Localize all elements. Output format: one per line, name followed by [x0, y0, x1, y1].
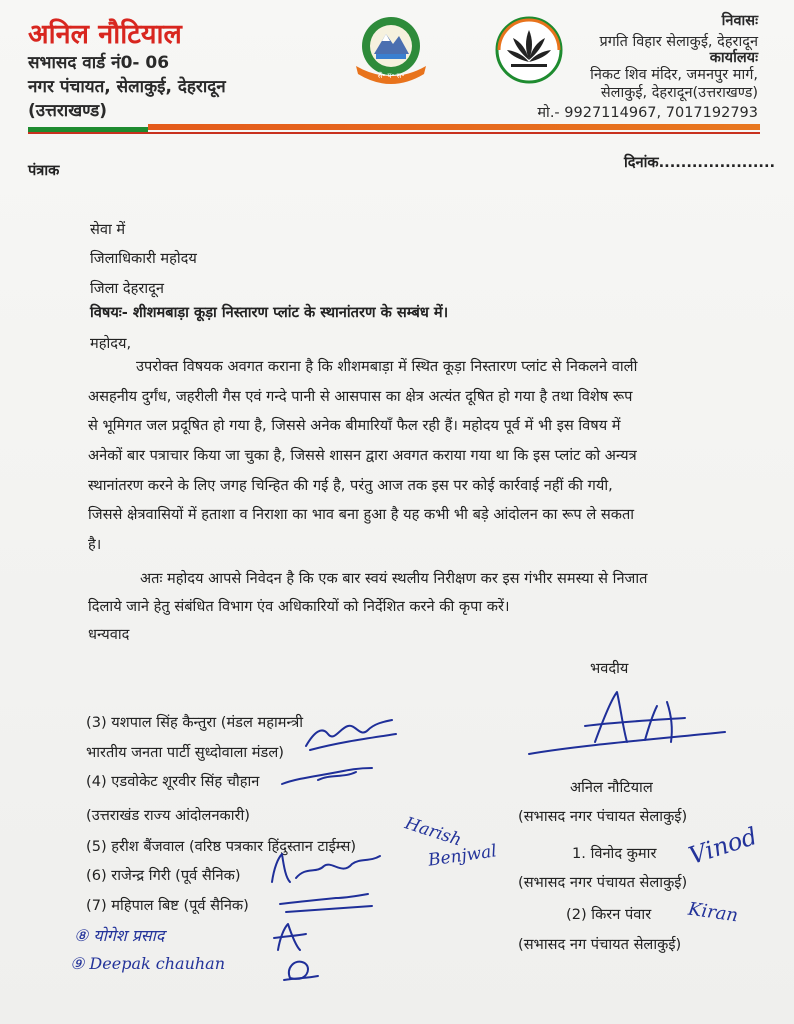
signature-deepak	[280, 954, 320, 984]
cosigner-vinod-role: (सभासद नगर पंचायत सेलाकुई)	[518, 874, 688, 891]
residence-label: निवासः	[721, 13, 758, 29]
cosigner-8-handwritten: ⑧ योगेश प्रसाद	[74, 926, 165, 945]
emblem-text: सैं॰ प॰ स॰	[377, 72, 405, 80]
para1-line: स्थानांतरण करने के लिए जगह चिन्हित की गई है, परंतु आज तक इस पर कोई कार्रवाई नहीं की गयी,	[88, 477, 613, 494]
signature-mahipal	[276, 890, 376, 916]
para1-line: अनेकों बार पत्राचार किया जा चुका है, जिससे शासन द्वारा अवगत कराया गया था कि इस प्लांट को अन्यत्र	[88, 447, 637, 464]
cosigner-6: (6) राजेन्द्र गिरी (पूर्व सैनिक)	[86, 867, 241, 884]
cosigner-5: (5) हरीश बैंजवाल (वरिष्ठ पत्रकार हिंदुस्तान टाईम्स)	[86, 838, 357, 855]
para1-line: असहनीय दुर्गंध, जहरीली गैस एवं गन्दे पानी से आसपास का क्षेत्र अत्यंत दूषित हो गया है तथा विशेष रूप	[88, 388, 633, 405]
para1-line: जिससे क्षेत्रवासियों में हताशा व निराशा का भाव बना हुआ है यह कभी भी बड़े आंदोलन का रूप ले सकता	[88, 506, 635, 523]
signatory-role: (सभासद नगर पंचायत सेलाकुई)	[518, 808, 688, 825]
signatory-name: अनिल नौटियाल	[570, 779, 653, 796]
cosigner-4-line-1: (4) एडवोकेट शूरवीर सिंह चौहान	[86, 773, 260, 790]
signature-yashpal	[300, 712, 400, 754]
cosigner-4-line-2: (उत्तराखंड राज्य आंदोलनकारी)	[86, 807, 250, 824]
office-label: कार्यालयः	[709, 50, 758, 66]
municipal-emblem-logo	[346, 14, 436, 88]
signature-anil	[525, 680, 745, 760]
office-address-2: सेलाकुई, देहरादून(उत्तराखण्ड)	[600, 85, 758, 101]
cosigner-9-handwritten: ⑨ Deepak chauhan	[70, 954, 226, 973]
letterhead-place: नगर पंचायत, सेलाकुई, देहरादून	[28, 77, 226, 97]
thanks: धन्यवाद	[88, 626, 130, 643]
signature-rajendra	[266, 848, 386, 888]
letterhead-designation: सभासद वार्ड नं0- 06	[28, 53, 170, 73]
address-line-2: जिलाधिकारी महोदय	[90, 250, 197, 267]
subject-line: विषयः- शीशमबाड़ा कूड़ा निस्तारण प्लांट के स्थानांतरण के सम्बंध में।	[90, 304, 449, 321]
lotus-logo	[495, 16, 563, 84]
para1-line: से भूमिगत जल प्रदूषित हो गया है, जिससे अनेक बीमारियाँ फैल रही हैं। महोदय पूर्व में भी इस विषय में	[88, 417, 621, 434]
handwritten-benjwal: Benjwal	[426, 841, 498, 871]
office-address-1: निकट शिव मंदिर, जमनपुर मार्ग,	[590, 67, 758, 83]
cosigner-7: (7) महिपाल बिष्ट (पूर्व सैनिक)	[86, 897, 249, 914]
cosigner-3-line-1: (3) यशपाल सिंह कैन्तुरा (मंडल महामन्त्री	[86, 714, 304, 731]
letterhead-state: (उत्तराखण्ड)	[28, 101, 108, 121]
cosigner-kiran-name: (2) किरन पंवार	[566, 906, 652, 923]
address-line-1: सेवा में	[90, 221, 126, 238]
header-divider-orange	[148, 124, 760, 130]
reference-label: पंत्राक	[28, 162, 60, 179]
letterhead-name: अनिल नौटियाल	[28, 19, 182, 50]
para1-line: उपरोक्त विषयक अवगत कराना है कि शीशमबाड़ा में स्थित कूड़ा निस्तारण प्लांट से निकलने वाली	[136, 358, 638, 375]
address-line-3: जिला देहरादून	[90, 280, 165, 297]
para1-line: है।	[88, 536, 102, 553]
header-divider-line	[28, 132, 760, 134]
salutation: महोदय,	[90, 335, 132, 352]
cosigner-kiran-role: (सभासद नग पंचायत सेलाकुई)	[518, 936, 682, 953]
signature-kiran: Kiran	[686, 898, 740, 927]
handwritten-harish: Harish	[402, 813, 464, 851]
para2-line: अतः महोदय आपसे निवेदन है कि एक बार स्वयं स्थलीय निरीक्षण कर इस गंभीर समस्या से निजात	[140, 570, 648, 587]
cosigner-3-line-2: भारतीय जनता पार्टी सुध्दोवाला मंडल)	[86, 744, 284, 761]
mobile-numbers: मो.- 9927114967, 7017192793	[537, 105, 758, 121]
para2-line: दिलाये जाने हेतु संबंधित विभाग एंव अधिकारियों को निर्देशित करने की कृपा करें।	[88, 598, 510, 615]
residence-address: प्रगति विहार सेलाकुई, देहरादून	[599, 34, 758, 50]
signature-yogesh	[270, 920, 310, 956]
date-label: दिनांक.....................	[624, 154, 776, 171]
closing-bhavdiya: भवदीय	[590, 660, 629, 677]
signature-shurveer	[278, 762, 378, 790]
signature-vinod: Vinod	[685, 821, 761, 871]
cosigner-vinod-name: 1. विनोद कुमार	[572, 845, 657, 862]
